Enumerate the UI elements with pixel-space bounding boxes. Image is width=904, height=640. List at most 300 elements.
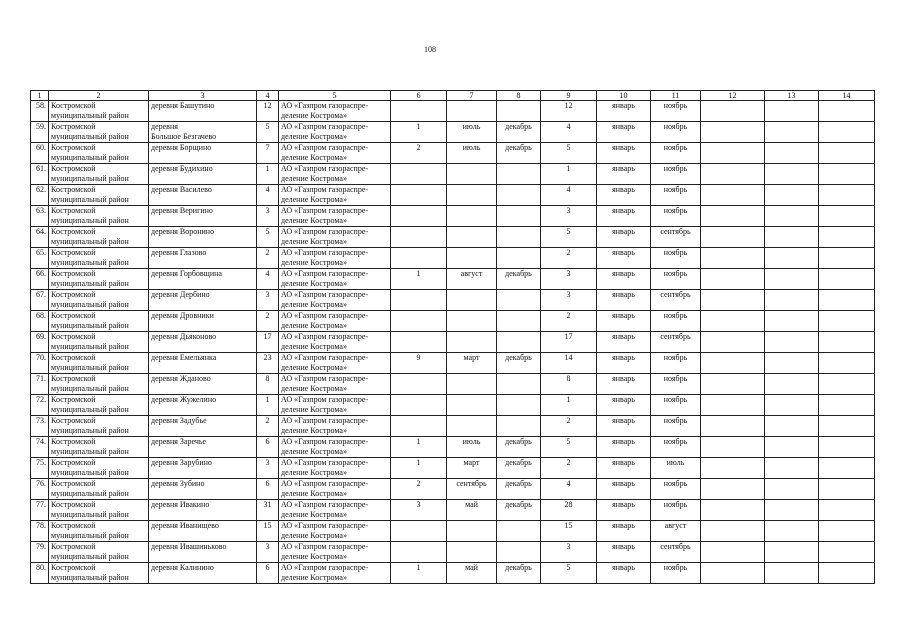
col7-cell — [447, 185, 497, 206]
col11-cell: ноябрь — [651, 269, 701, 290]
organization-cell-line: АО «Газпром газораспре- — [281, 122, 369, 131]
district-cell-line: муниципальный район — [51, 111, 129, 120]
col6-cell — [391, 290, 447, 311]
col9-cell: 2 — [541, 311, 597, 332]
organization-cell-line: деление Кострома» — [281, 111, 347, 120]
organization-cell-line: АО «Газпром газораспре- — [281, 164, 369, 173]
col14-cell — [819, 563, 875, 584]
settlement-cell — [149, 185, 257, 206]
settlement-cell — [149, 332, 257, 353]
table-row — [31, 206, 875, 227]
count-cell: 5 — [257, 227, 279, 248]
organization-cell-line: АО «Газпром газораспре- — [281, 101, 369, 110]
settlement-cell — [149, 248, 257, 269]
organization-cell — [279, 332, 391, 353]
organization-cell-line: АО «Газпром газораспре- — [281, 542, 369, 551]
settlement-cell-line: деревня Зарубино — [151, 458, 212, 467]
col7-cell — [447, 395, 497, 416]
district-cell-line: Костромской — [51, 458, 96, 467]
col10-cell: январь — [597, 521, 651, 542]
col12-cell — [701, 101, 765, 122]
column-number-12: 12 — [701, 91, 765, 101]
col11-cell: ноябрь — [651, 479, 701, 500]
col6-cell — [391, 395, 447, 416]
district-cell-line: муниципальный район — [51, 510, 129, 519]
settlement-cell — [149, 563, 257, 584]
organization-cell-line: АО «Газпром газораспре- — [281, 395, 369, 404]
col14-cell — [819, 479, 875, 500]
col11-cell: ноябрь — [651, 353, 701, 374]
col12-cell — [701, 521, 765, 542]
col6-cell — [391, 185, 447, 206]
col8-cell — [497, 101, 541, 122]
table-row — [31, 122, 875, 143]
col10-cell: январь — [597, 542, 651, 563]
organization-cell-line: АО «Газпром газораспре- — [281, 227, 369, 236]
col12-cell — [701, 563, 765, 584]
count-cell: 17 — [257, 332, 279, 353]
row-number: 70. — [31, 353, 49, 374]
col12-cell — [701, 143, 765, 164]
col6-cell — [391, 227, 447, 248]
count-cell: 3 — [257, 542, 279, 563]
col10-cell: январь — [597, 101, 651, 122]
row-number: 73. — [31, 416, 49, 437]
col11-cell: сентябрь — [651, 332, 701, 353]
district-cell-line: Костромской — [51, 185, 96, 194]
organization-cell — [279, 458, 391, 479]
col7-cell — [447, 311, 497, 332]
col12-cell — [701, 227, 765, 248]
col9-cell: 12 — [541, 101, 597, 122]
col6-cell: 3 — [391, 500, 447, 521]
table-row — [31, 437, 875, 458]
table-row — [31, 164, 875, 185]
organization-cell-line: деление Кострома» — [281, 489, 347, 498]
organization-cell — [279, 353, 391, 374]
col12-cell — [701, 353, 765, 374]
column-number-8: 8 — [497, 91, 541, 101]
organization-cell — [279, 521, 391, 542]
table-row — [31, 227, 875, 248]
district-cell — [49, 122, 149, 143]
table-row — [31, 269, 875, 290]
col13-cell — [765, 500, 819, 521]
col6-cell: 1 — [391, 458, 447, 479]
col13-cell — [765, 311, 819, 332]
col7-cell — [447, 416, 497, 437]
settlement-cell — [149, 206, 257, 227]
row-number: 65. — [31, 248, 49, 269]
col9-cell: 17 — [541, 332, 597, 353]
organization-cell-line: деление Кострома» — [281, 342, 347, 351]
col6-cell: 1 — [391, 437, 447, 458]
col6-cell — [391, 542, 447, 563]
col7-cell — [447, 101, 497, 122]
col11-cell: ноябрь — [651, 143, 701, 164]
col8-cell: декабрь — [497, 122, 541, 143]
settlement-cell-line: деревня Борщино — [151, 143, 212, 152]
col8-cell — [497, 542, 541, 563]
organization-cell-line: деление Кострома» — [281, 321, 347, 330]
count-cell: 4 — [257, 185, 279, 206]
settlement-cell — [149, 269, 257, 290]
count-cell: 6 — [257, 437, 279, 458]
col8-cell: декабрь — [497, 437, 541, 458]
col10-cell: январь — [597, 269, 651, 290]
district-cell — [49, 458, 149, 479]
organization-cell-line: деление Кострома» — [281, 237, 347, 246]
district-cell-line: Костромской — [51, 353, 96, 362]
district-cell-line: Костромской — [51, 290, 96, 299]
organization-cell-line: АО «Газпром газораспре- — [281, 353, 369, 362]
col8-cell: декабрь — [497, 479, 541, 500]
col13-cell — [765, 143, 819, 164]
count-cell: 4 — [257, 269, 279, 290]
table-row — [31, 143, 875, 164]
col10-cell: январь — [597, 479, 651, 500]
col8-cell: декабрь — [497, 353, 541, 374]
col14-cell — [819, 353, 875, 374]
col13-cell — [765, 227, 819, 248]
settlement-cell-line: деревня Емельянка — [151, 353, 217, 362]
count-cell: 1 — [257, 395, 279, 416]
table-row — [31, 500, 875, 521]
district-cell — [49, 353, 149, 374]
col14-cell — [819, 500, 875, 521]
organization-cell-line: АО «Газпром газораспре- — [281, 185, 369, 194]
col13-cell — [765, 563, 819, 584]
district-cell — [49, 101, 149, 122]
district-cell — [49, 521, 149, 542]
table-row — [31, 332, 875, 353]
row-number: 80. — [31, 563, 49, 584]
settlement-cell — [149, 521, 257, 542]
settlement-cell-line: деревня Василево — [151, 185, 212, 194]
col14-cell — [819, 521, 875, 542]
settlement-cell — [149, 500, 257, 521]
settlement-cell — [149, 458, 257, 479]
col11-cell: ноябрь — [651, 437, 701, 458]
district-cell-line: Костромской — [51, 311, 96, 320]
col10-cell: январь — [597, 122, 651, 143]
col14-cell — [819, 164, 875, 185]
organization-cell-line: деление Кострома» — [281, 153, 347, 162]
col10-cell: январь — [597, 374, 651, 395]
column-number-7: 7 — [447, 91, 497, 101]
count-cell: 7 — [257, 143, 279, 164]
col11-cell: ноябрь — [651, 311, 701, 332]
column-number-5: 5 — [279, 91, 391, 101]
district-cell-line: муниципальный район — [51, 363, 129, 372]
col10-cell: январь — [597, 353, 651, 374]
settlement-cell — [149, 416, 257, 437]
col8-cell: декабрь — [497, 458, 541, 479]
col10-cell: январь — [597, 395, 651, 416]
col6-cell: 9 — [391, 353, 447, 374]
col11-cell: ноябрь — [651, 374, 701, 395]
col10-cell: январь — [597, 248, 651, 269]
col10-cell: январь — [597, 332, 651, 353]
col11-cell: ноябрь — [651, 248, 701, 269]
row-number: 74. — [31, 437, 49, 458]
count-cell: 5 — [257, 122, 279, 143]
settlement-cell — [149, 353, 257, 374]
count-cell: 23 — [257, 353, 279, 374]
col13-cell — [765, 269, 819, 290]
organization-cell-line: АО «Газпром газораспре- — [281, 269, 369, 278]
col14-cell — [819, 458, 875, 479]
col11-cell: ноябрь — [651, 500, 701, 521]
district-cell — [49, 542, 149, 563]
district-cell-line: муниципальный район — [51, 195, 129, 204]
col9-cell: 1 — [541, 395, 597, 416]
district-cell-line: Костромской — [51, 437, 96, 446]
col7-cell — [447, 521, 497, 542]
col13-cell — [765, 395, 819, 416]
col10-cell: январь — [597, 164, 651, 185]
col7-cell — [447, 248, 497, 269]
organization-cell-line: деление Кострома» — [281, 384, 347, 393]
row-number: 68. — [31, 311, 49, 332]
row-number: 77. — [31, 500, 49, 521]
col12-cell — [701, 395, 765, 416]
district-cell-line: муниципальный район — [51, 321, 129, 330]
col13-cell — [765, 458, 819, 479]
settlement-cell-line: деревня Воронино — [151, 227, 215, 236]
col10-cell: январь — [597, 437, 651, 458]
col12-cell — [701, 374, 765, 395]
district-cell — [49, 206, 149, 227]
district-cell — [49, 416, 149, 437]
district-cell-line: муниципальный район — [51, 447, 129, 456]
district-cell — [49, 311, 149, 332]
district-cell — [49, 143, 149, 164]
organization-cell-line: АО «Газпром газораспре- — [281, 563, 369, 572]
column-number-row — [31, 91, 875, 101]
col13-cell — [765, 185, 819, 206]
col7-cell: май — [447, 563, 497, 584]
organization-cell-line: АО «Газпром газораспре- — [281, 374, 369, 383]
table-body — [31, 101, 875, 584]
col7-cell — [447, 332, 497, 353]
district-cell — [49, 332, 149, 353]
col6-cell — [391, 332, 447, 353]
organization-cell — [279, 101, 391, 122]
col10-cell: январь — [597, 458, 651, 479]
district-cell — [49, 563, 149, 584]
col8-cell — [497, 332, 541, 353]
col7-cell — [447, 374, 497, 395]
table-row — [31, 542, 875, 563]
column-number-14: 14 — [819, 91, 875, 101]
row-number: 79. — [31, 542, 49, 563]
col10-cell: январь — [597, 311, 651, 332]
district-cell-line: Костромской — [51, 416, 96, 425]
col9-cell: 14 — [541, 353, 597, 374]
col9-cell: 2 — [541, 458, 597, 479]
col8-cell — [497, 290, 541, 311]
table-row — [31, 416, 875, 437]
col12-cell — [701, 500, 765, 521]
organization-cell-line: деление Кострома» — [281, 132, 347, 141]
col8-cell: декабрь — [497, 500, 541, 521]
organization-cell-line: АО «Газпром газораспре- — [281, 143, 369, 152]
organization-cell-line: деление Кострома» — [281, 195, 347, 204]
settlement-cell-line: деревня Жданово — [151, 374, 211, 383]
col9-cell: 1 — [541, 164, 597, 185]
col11-cell: ноябрь — [651, 206, 701, 227]
col11-cell: ноябрь — [651, 416, 701, 437]
organization-cell-line: АО «Газпром газораспре- — [281, 437, 369, 446]
row-number: 59. — [31, 122, 49, 143]
settlement-cell-line: деревня Глазово — [151, 248, 207, 257]
district-cell-line: муниципальный район — [51, 174, 129, 183]
district-cell-line: муниципальный район — [51, 489, 129, 498]
organization-cell-line: АО «Газпром газораспре- — [281, 290, 369, 299]
col7-cell — [447, 206, 497, 227]
row-number: 58. — [31, 101, 49, 122]
organization-cell — [279, 290, 391, 311]
table-row — [31, 395, 875, 416]
settlement-cell-line: деревня — [151, 122, 178, 131]
table-row — [31, 248, 875, 269]
settlement-cell-line: деревня Зубино — [151, 479, 205, 488]
district-cell-line: Костромской — [51, 164, 96, 173]
col14-cell — [819, 395, 875, 416]
organization-cell-line: деление Кострома» — [281, 300, 347, 309]
settlement-cell-line: деревня Жужелино — [151, 395, 217, 404]
organization-cell — [279, 563, 391, 584]
col11-cell: ноябрь — [651, 395, 701, 416]
table-row — [31, 374, 875, 395]
table-row — [31, 101, 875, 122]
col12-cell — [701, 479, 765, 500]
col6-cell: 1 — [391, 269, 447, 290]
col14-cell — [819, 122, 875, 143]
col13-cell — [765, 122, 819, 143]
organization-cell-line: АО «Газпром газораспре- — [281, 332, 369, 341]
col7-cell: сентябрь — [447, 479, 497, 500]
district-cell-line: Костромской — [51, 227, 96, 236]
col14-cell — [819, 248, 875, 269]
settlement-cell — [149, 374, 257, 395]
table-row — [31, 479, 875, 500]
col8-cell — [497, 227, 541, 248]
col9-cell: 4 — [541, 122, 597, 143]
col8-cell: декабрь — [497, 143, 541, 164]
col7-cell: август — [447, 269, 497, 290]
district-cell-line: муниципальный район — [51, 342, 129, 351]
row-number: 78. — [31, 521, 49, 542]
col13-cell — [765, 248, 819, 269]
organization-cell — [279, 479, 391, 500]
organization-cell-line: АО «Газпром газораспре- — [281, 521, 369, 530]
col8-cell — [497, 311, 541, 332]
col6-cell — [391, 311, 447, 332]
col11-cell: август — [651, 521, 701, 542]
col14-cell — [819, 101, 875, 122]
col14-cell — [819, 143, 875, 164]
col7-cell: июль — [447, 143, 497, 164]
count-cell: 2 — [257, 311, 279, 332]
count-cell: 12 — [257, 101, 279, 122]
organization-cell — [279, 311, 391, 332]
settlement-cell-line: деревня Заречье — [151, 437, 207, 446]
settlement-cell-line: деревня Веригино — [151, 206, 213, 215]
settlement-cell — [149, 227, 257, 248]
count-cell: 3 — [257, 290, 279, 311]
organization-cell — [279, 416, 391, 437]
organization-cell-line: деление Кострома» — [281, 216, 347, 225]
col6-cell: 1 — [391, 563, 447, 584]
col6-cell — [391, 248, 447, 269]
district-cell-line: Костромской — [51, 542, 96, 551]
col6-cell — [391, 206, 447, 227]
organization-cell — [279, 500, 391, 521]
col9-cell: 8 — [541, 374, 597, 395]
row-number: 67. — [31, 290, 49, 311]
organization-cell-line: АО «Газпром газораспре- — [281, 311, 369, 320]
district-cell-line: Костромской — [51, 248, 96, 257]
col14-cell — [819, 290, 875, 311]
organization-cell-line: деление Кострома» — [281, 258, 347, 267]
district-cell-line: Костромской — [51, 332, 96, 341]
col6-cell — [391, 164, 447, 185]
col7-cell: март — [447, 353, 497, 374]
col14-cell — [819, 311, 875, 332]
settlement-cell-line: деревня Иванищево — [151, 521, 219, 530]
col13-cell — [765, 521, 819, 542]
settlement-cell-line: деревня Горбовщина — [151, 269, 222, 278]
organization-cell-line: АО «Газпром газораспре- — [281, 206, 369, 215]
count-cell: 15 — [257, 521, 279, 542]
settlement-cell — [149, 542, 257, 563]
organization-cell — [279, 248, 391, 269]
col14-cell — [819, 542, 875, 563]
count-cell: 2 — [257, 248, 279, 269]
settlement-cell-line: деревня Задубье — [151, 416, 207, 425]
district-cell-line: Костромской — [51, 479, 96, 488]
district-cell-line: Костромской — [51, 374, 96, 383]
organization-cell — [279, 143, 391, 164]
organization-cell — [279, 269, 391, 290]
col14-cell — [819, 374, 875, 395]
column-number-1: 1 — [31, 91, 49, 101]
district-cell — [49, 479, 149, 500]
col9-cell: 4 — [541, 185, 597, 206]
column-number-4: 4 — [257, 91, 279, 101]
col8-cell: декабрь — [497, 269, 541, 290]
row-number: 60. — [31, 143, 49, 164]
col7-cell — [447, 227, 497, 248]
organization-cell-line: АО «Газпром газораспре- — [281, 458, 369, 467]
organization-cell — [279, 542, 391, 563]
district-cell — [49, 269, 149, 290]
organization-cell-line: деление Кострома» — [281, 552, 347, 561]
settlement-cell-line: деревня Дровники — [151, 311, 214, 320]
settlement-cell — [149, 164, 257, 185]
organization-cell-line: АО «Газпром газораспре- — [281, 248, 369, 257]
district-cell-line: муниципальный район — [51, 132, 129, 141]
count-cell: 3 — [257, 458, 279, 479]
col10-cell: январь — [597, 227, 651, 248]
settlement-cell-line: деревня Будихино — [151, 164, 213, 173]
col13-cell — [765, 353, 819, 374]
organization-cell-line: деление Кострома» — [281, 174, 347, 183]
col9-cell: 3 — [541, 269, 597, 290]
column-number-13: 13 — [765, 91, 819, 101]
